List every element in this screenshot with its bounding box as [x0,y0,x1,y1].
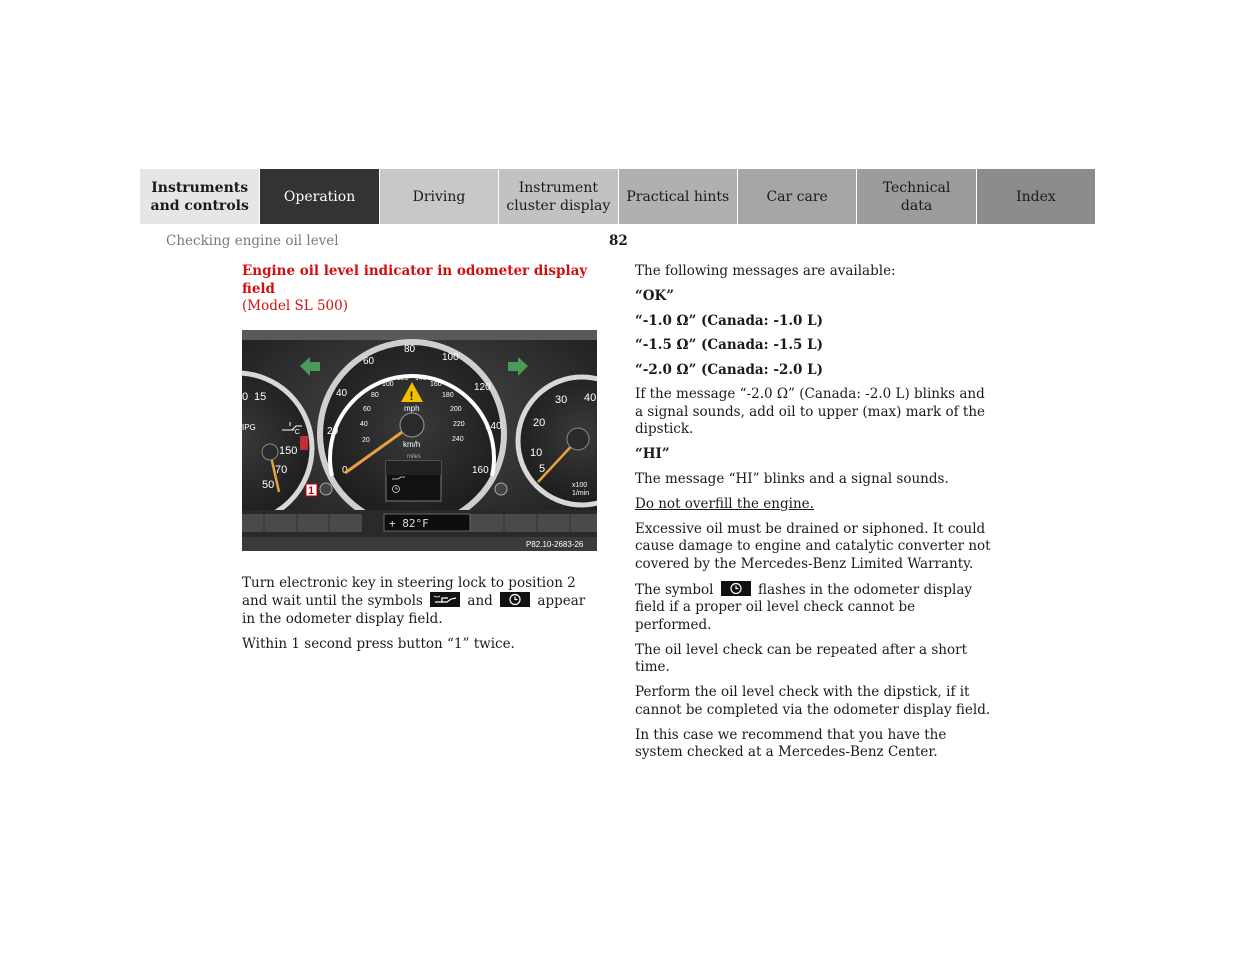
tab-instrument-cluster-display[interactable]: Instrument cluster display [498,169,617,224]
repeat-paragraph: The oil level check can be repeated after a short time. [635,641,968,675]
left-gauge-label-ipg: IPG [242,422,256,432]
tach-label-40: 40 [584,391,597,404]
svg-text:140: 140 [485,420,502,432]
clock-icon [500,592,530,607]
tach-label-10: 10 [530,446,543,459]
figure-code: P82.10-2683-26 [526,539,584,549]
instruction-paragraph-2: Within 1 second press button “1” twice. [242,635,515,652]
symbol-paragraph: The symbol flashes in the odometer display field if a proper oil level check cannot be performed. [635,581,972,633]
reset-knob-right [495,483,507,495]
svg-text:180: 180 [442,391,454,399]
tach-label-20: 20 [533,416,546,429]
svg-text:miles: miles [407,453,422,460]
message-minus-2-0: “-2.0 Ω” (Canada: -2.0 L) [635,361,824,378]
temperature-display-text: + 82°F [389,516,429,530]
instruction-paragraph-1: Turn electronic key in steering lock to position 2 and wait until the symbols and appear in the odometer display field. [242,574,586,627]
svg-text:160: 160 [472,464,489,476]
tab-practical-hints[interactable]: Practical hints [618,169,737,224]
svg-text:120: 120 [474,381,491,393]
tab-operation[interactable]: Operation [259,169,378,224]
messages-intro: The following messages are available: [635,263,896,279]
section-title: Checking engine oil level [166,233,339,249]
message-minus-1-5: “-1.5 Ω” (Canada: -1.5 L) [635,337,824,353]
svg-text:60: 60 [363,405,371,413]
right-column [635,263,995,769]
svg-text:100: 100 [382,380,394,388]
svg-text:240: 240 [452,435,464,443]
svg-text:1/min: 1/min [572,489,590,497]
excess-oil-paragraph: Excessive oil must be drained or siphoned. It could cause damage to engine and catalytic converter not covered by the Mercedes-Benz Limited Warranty. [635,520,991,572]
tab-car-care[interactable]: Car care [737,169,856,224]
svg-text:x100: x100 [572,481,588,489]
reset-button-1 [320,483,332,495]
overfill-warning: Do not overfill the engine. [635,495,814,512]
top-navigation [140,169,1095,224]
svg-text:20: 20 [327,425,339,437]
svg-text:120: 120 [397,374,409,382]
svg-text:0: 0 [342,464,348,476]
instrument-cluster-illustration [242,330,597,551]
hi-paragraph: The message “HI” blinks and a signal sounds. [635,470,949,487]
tab-technical-data[interactable]: Technical data [856,169,975,224]
button-1-label: 1 [308,484,315,497]
dipstick-paragraph: Perform the oil level check with the dipstick, if it cannot be completed via the odometer display field. [635,684,991,718]
message-hi: “HI” [635,446,670,462]
left-gauge-label-0: 0 [242,390,249,403]
svg-text:20: 20 [362,436,370,444]
left-gauge-label-50: 50 [262,478,275,491]
tach-label-5: 5 [539,462,546,475]
figure-heading: Engine oil level indicator in odometer display field [242,263,588,297]
left-gauge-label-15: 15 [254,390,267,403]
svg-text:mph: mph [404,403,420,413]
message-ok: “OK” [635,288,675,304]
tach-label-30: 30 [555,393,568,406]
message-minus-1-0: “-1.0 Ω” (Canada: -1.0 L) [635,312,824,329]
svg-text:km/h: km/h [403,439,421,449]
oil-can-icon [430,592,460,607]
svg-text:160: 160 [430,380,442,388]
svg-text:!: ! [409,388,414,403]
svg-text:80: 80 [404,343,416,355]
blink-paragraph: If the message “-2.0 Ω” (Canada: -2.0 L) blinks and a signal sounds, add oil to upper (max) mark of the dipstick. [635,386,985,437]
svg-text:40: 40 [336,387,348,399]
svg-text:200: 200 [450,405,462,413]
left-column [242,263,602,661]
tab-instruments-and-controls[interactable]: Instruments and controls [140,169,259,224]
svg-text:40: 40 [360,420,368,428]
left-gauge-label-70: 70 [275,463,288,476]
figure-subheading: (Model SL 500) [242,298,348,314]
clock-icon [721,581,751,596]
page-number: 82 [609,233,628,249]
tab-index[interactable]: Index [976,169,1095,224]
center-paragraph: In this case we recommend that you have the system checked at a Mercedes-Benz Center. [635,726,947,760]
speedometer [317,339,507,529]
svg-text:°C: °C [292,428,300,436]
svg-text:80: 80 [371,391,379,399]
tab-driving[interactable]: Driving [379,169,498,224]
svg-text:100: 100 [442,351,459,363]
svg-text:60: 60 [363,355,375,367]
svg-text:220: 220 [453,420,465,428]
instrument-cluster-figure [242,330,597,551]
left-gauge-label-150: 150 [279,444,298,457]
svg-text:140: 140 [415,374,427,382]
